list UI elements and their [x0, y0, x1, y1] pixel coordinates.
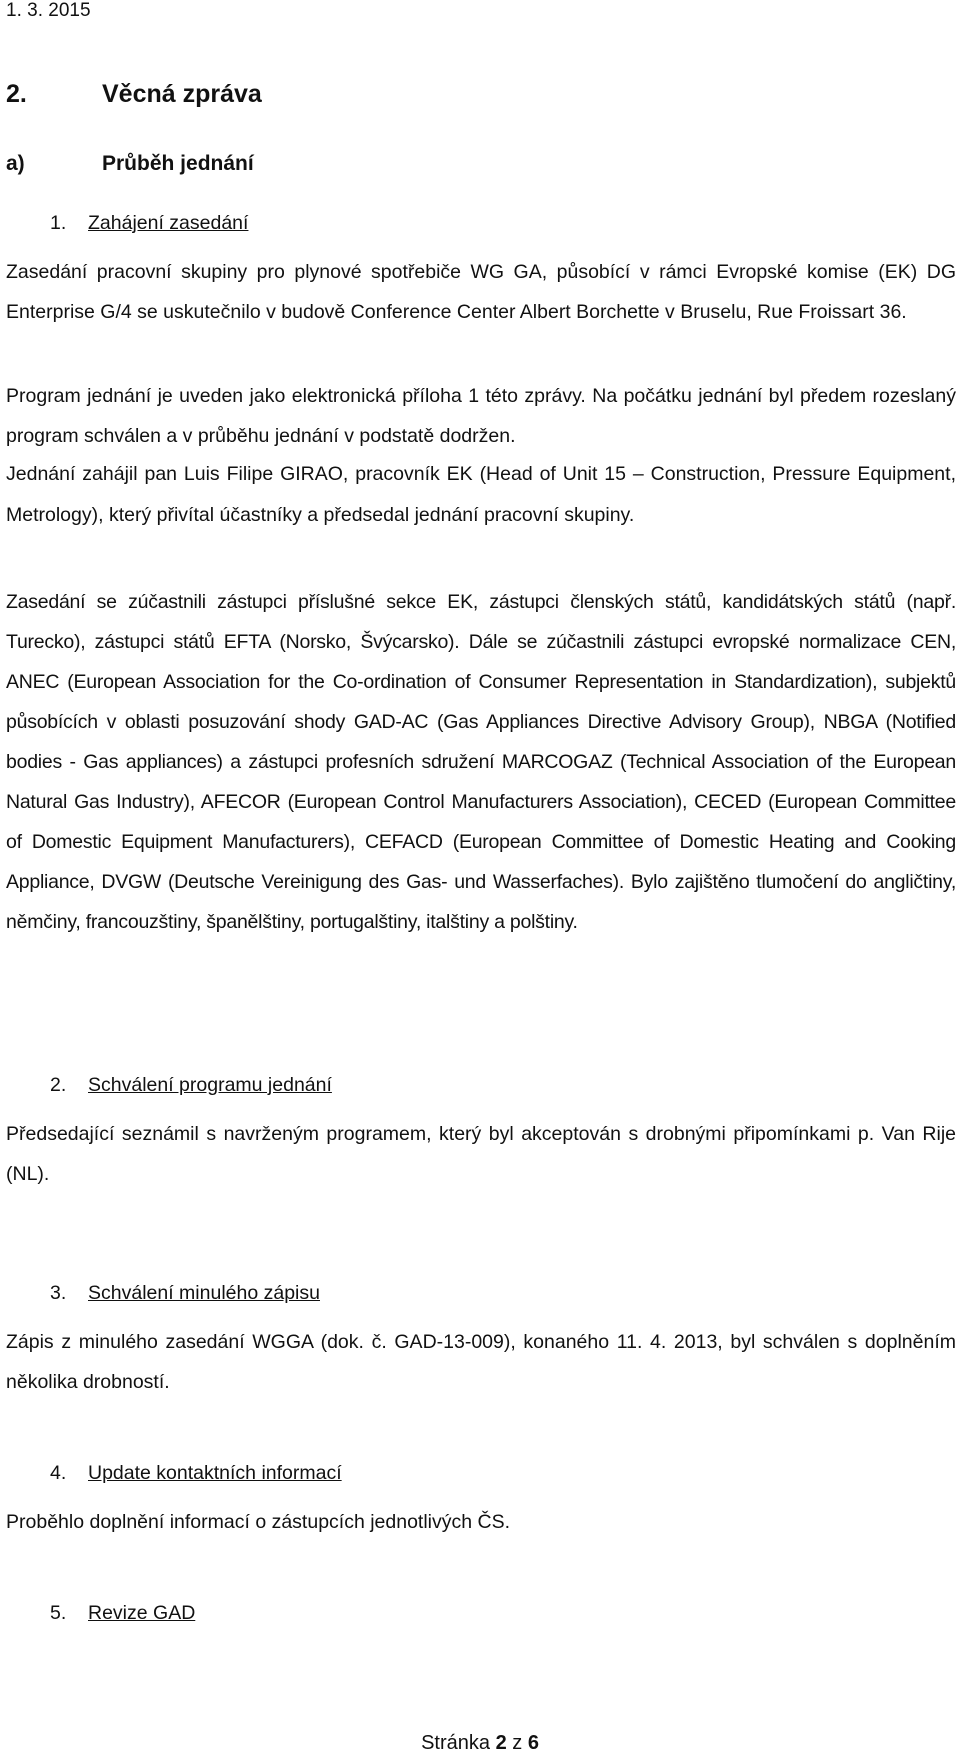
footer-prefix: Stránka — [421, 1732, 490, 1754]
agenda-item-2 — [50, 1074, 332, 1097]
paragraph-minutes-approval: Zápis z minulého zasedání WGGA (dok. č. GAD-13-009), konaného 11. 4. 2013, byl schválen s doplněním několika drobností. — [6, 1331, 956, 1393]
footer-mid: z — [512, 1732, 523, 1754]
footer-page-number: 2 — [495, 1732, 507, 1754]
paragraph-participants: Zasedání se zúčastnili zástupci příslušné sekce EK, zástupci členských států, kandidátských států (např. Turecko), zástupci států EFTA (Norsko, Švýcarsko). Dále se zúčastnili zástupci evropské normalizace CEN, ANEC (European Association for the Co-ordination of Consumer Representation in Standardization), subjektů působících v oblasti posuzování shody GAD-AC (Gas Appliances Directive Advisory Group), NBGA (Notified bodies - Gas appliances) a zástupci profesních sdružení MARCOGAZ (Technical Association of the European Natural Gas Industry), AFECOR (European Control Manufacturers Association), CECED (European Committee of Domestic Equipment Manufacturers), CEFACD (European Committee of Domestic Heating and Cooking Appliance, DVGW (Deutsche Vereinigung des Gas- und Wasserfaches). Bylo zajištěno tlumočení do angličtiny, němčiny, francouzštiny, španělštiny, portugalštiny, italštiny a polštiny. — [6, 591, 956, 933]
paragraph-contacts: Proběhlo doplnění informací o zástupcích jednotlivých ČS. — [6, 1511, 511, 1533]
paragraph-opening: Jednání zahájil pan Luis Filipe GIRAO, pracovník EK (Head of Unit 15 – Construction, Pressure Equipment, Metrology), který přivítal účastníky a předsedal jednání pracovní skupiny. — [6, 463, 956, 526]
item-number: 5. — [50, 1602, 67, 1624]
agenda-item-4 — [50, 1462, 342, 1485]
item-title: Update kontaktních informací — [88, 1462, 342, 1484]
footer-page-total: 6 — [527, 1732, 539, 1754]
item-title: Revize GAD — [88, 1602, 196, 1624]
section-title: Věcná zpráva — [102, 80, 262, 108]
item-title: Zahájení zasedání — [88, 212, 249, 234]
item-title: Schválení programu jednání — [88, 1074, 332, 1096]
header-date: 1. 3. 2015 — [6, 0, 91, 21]
subsection-number: a) — [6, 152, 25, 175]
paragraph-program: Program jednání je uveden jako elektronická příloha 1 této zprávy. Na počátku jednání byl předem rozeslaný program schválen a v průběhu jednání v podstatě dodržen. — [6, 385, 956, 447]
page-footer — [0, 1732, 960, 1755]
subsection-title: Průběh jednání — [102, 152, 254, 175]
subsection-heading — [6, 152, 254, 176]
agenda-item-3 — [50, 1282, 320, 1305]
agenda-item-1 — [50, 212, 248, 235]
item-number: 4. — [50, 1462, 67, 1484]
agenda-item-5 — [50, 1602, 195, 1625]
item-number: 3. — [50, 1282, 67, 1304]
paragraph-program-approval: Předsedající seznámil s navrženým programem, který byl akceptován s drobnými připomínkami p. Van Rije (NL). — [6, 1123, 956, 1185]
item-number: 2. — [50, 1074, 67, 1096]
section-heading — [6, 80, 262, 109]
item-number: 1. — [50, 212, 67, 234]
paragraph-venue: Zasedání pracovní skupiny pro plynové spotřebiče WG GA, působící v rámci Evropské komise (EK) DG Enterprise G/4 se uskutečnilo v budově Conference Center Albert Borchette v Bruselu, Rue Froissart 36. — [6, 261, 956, 323]
item-title: Schválení minulého zápisu — [88, 1282, 320, 1304]
section-number: 2. — [6, 80, 27, 108]
